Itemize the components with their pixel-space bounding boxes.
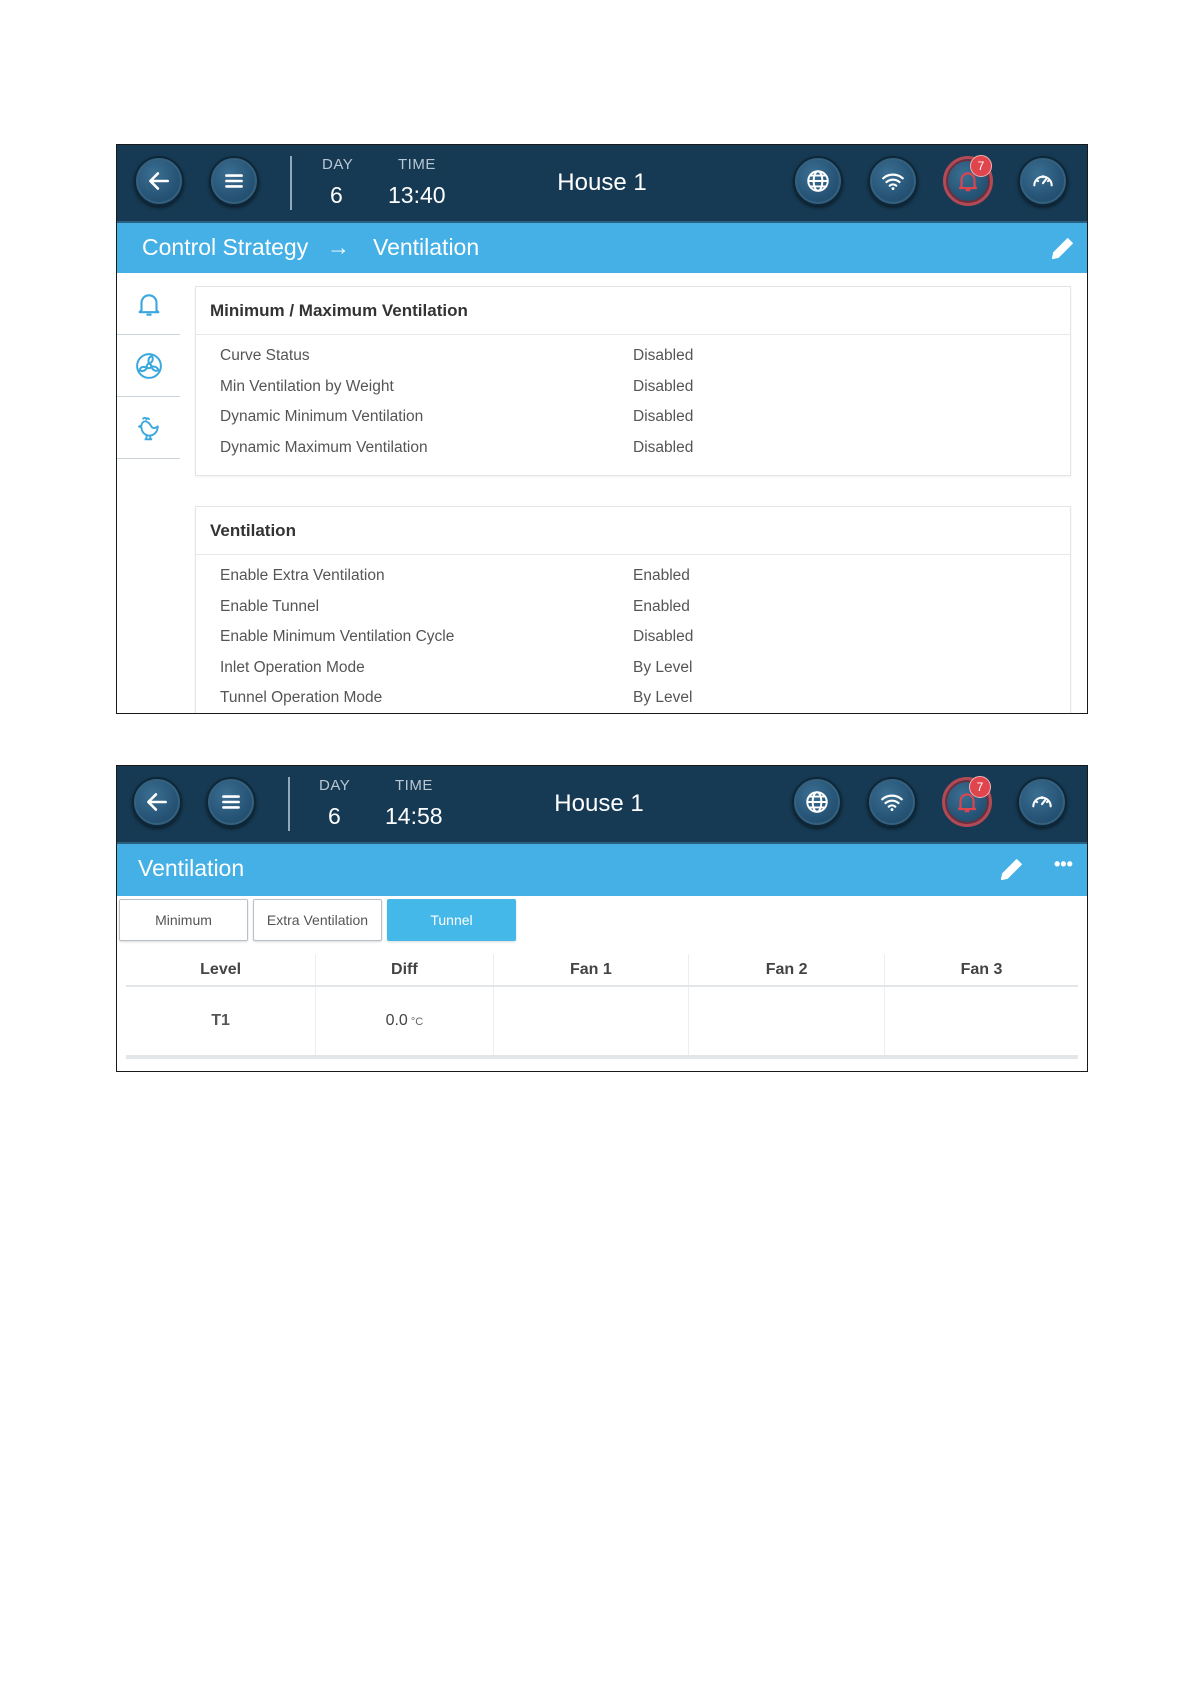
setting-row[interactable] bbox=[196, 402, 1070, 433]
diff-cell[interactable] bbox=[316, 986, 493, 1057]
column-header: Fan 1 bbox=[493, 954, 689, 986]
column-header: Fan 2 bbox=[689, 954, 885, 986]
tab-tunnel[interactable]: Tunnel bbox=[387, 899, 516, 941]
wifi-button[interactable] bbox=[867, 777, 917, 827]
house-name: House 1 bbox=[554, 790, 644, 817]
breadcrumb-current: Ventilation bbox=[373, 234, 480, 260]
fan1-cell[interactable] bbox=[493, 986, 689, 1057]
side-nav-birds[interactable] bbox=[117, 397, 180, 459]
time-value: 14:58 bbox=[385, 803, 443, 829]
setting-value: Disabled bbox=[633, 438, 694, 456]
setting-label: Tunnel Operation Mode bbox=[220, 689, 383, 706]
fan-icon bbox=[134, 351, 164, 381]
network-button[interactable] bbox=[792, 777, 842, 827]
alarm-count-badge: 7 bbox=[970, 155, 992, 177]
top-bar bbox=[117, 766, 1087, 844]
house-name: House 1 bbox=[557, 169, 647, 196]
fan3-cell[interactable] bbox=[884, 986, 1078, 1057]
setting-label: Dynamic Minimum Ventilation bbox=[220, 408, 424, 425]
breadcrumb-arrow: → bbox=[327, 234, 350, 260]
pencil-icon[interactable] bbox=[1049, 234, 1077, 262]
tunnel-levels-table bbox=[126, 954, 1078, 1059]
setting-value: Enabled bbox=[633, 567, 690, 584]
setting-row[interactable] bbox=[196, 372, 1070, 403]
section-title: Ventilation bbox=[196, 507, 1070, 555]
wifi-icon bbox=[879, 789, 905, 815]
time-label: TIME bbox=[398, 156, 436, 173]
setting-label: Min Ventilation by Weight bbox=[220, 377, 394, 395]
bell-icon bbox=[134, 289, 164, 319]
setting-row[interactable] bbox=[196, 561, 1070, 592]
setting-value: By Level bbox=[633, 689, 693, 706]
table-row[interactable] bbox=[126, 986, 1078, 1057]
setting-label: Enable Extra Ventilation bbox=[220, 567, 385, 584]
alarm-count-badge: 7 bbox=[969, 776, 991, 798]
top-bar bbox=[117, 145, 1087, 223]
network-button[interactable] bbox=[793, 156, 843, 206]
setting-row[interactable] bbox=[196, 341, 1070, 372]
setting-label: Curve Status bbox=[220, 347, 310, 364]
setting-value: Disabled bbox=[633, 377, 694, 395]
alarms-button[interactable] bbox=[942, 777, 992, 827]
setting-row[interactable] bbox=[196, 622, 1070, 653]
page-title-bar bbox=[117, 844, 1087, 896]
dashboard-button[interactable] bbox=[1018, 156, 1068, 206]
screen-ventilation-tunnel bbox=[116, 765, 1088, 1072]
day-value: 6 bbox=[330, 182, 343, 208]
setting-row[interactable] bbox=[196, 683, 1070, 714]
setting-value: Disabled bbox=[633, 628, 694, 645]
section-title: Minimum / Maximum Ventilation bbox=[196, 287, 1070, 335]
gauge-icon bbox=[1030, 168, 1056, 194]
setting-label: Inlet Operation Mode bbox=[220, 658, 365, 676]
tab-bar bbox=[117, 896, 1087, 942]
time-value: 13:40 bbox=[388, 182, 446, 208]
rooster-icon bbox=[134, 413, 164, 443]
pencil-icon[interactable] bbox=[998, 855, 1026, 883]
time-label: TIME bbox=[395, 777, 433, 794]
setting-row[interactable] bbox=[196, 592, 1070, 623]
setting-label: Enable Minimum Ventilation Cycle bbox=[220, 628, 455, 645]
dashboard-button[interactable] bbox=[1017, 777, 1067, 827]
diff-value: 0.0 bbox=[385, 1012, 408, 1029]
setting-value: Disabled bbox=[633, 408, 694, 425]
globe-icon bbox=[804, 789, 830, 815]
more-options-icon[interactable]: ••• bbox=[1054, 854, 1073, 874]
day-value: 6 bbox=[328, 803, 341, 829]
day-label: DAY bbox=[322, 156, 354, 173]
side-nav-ventilation[interactable] bbox=[117, 335, 180, 397]
setting-label: Dynamic Maximum Ventilation bbox=[220, 438, 428, 456]
alarms-button[interactable] bbox=[943, 156, 993, 206]
side-nav bbox=[117, 273, 180, 459]
tab-extra-ventilation[interactable]: Extra Ventilation bbox=[253, 899, 382, 941]
column-header: Diff bbox=[316, 954, 493, 986]
side-nav-alarms[interactable] bbox=[117, 273, 180, 335]
setting-value: Disabled bbox=[633, 347, 694, 364]
setting-label: Enable Tunnel bbox=[220, 597, 320, 615]
day-label: DAY bbox=[319, 777, 351, 794]
gauge-icon bbox=[1029, 789, 1055, 815]
setting-value: Enabled bbox=[633, 597, 690, 615]
breadcrumb-parent[interactable]: Control Strategy bbox=[142, 234, 309, 260]
ventilation-card bbox=[195, 506, 1071, 714]
page-title: Ventilation bbox=[138, 855, 245, 881]
wifi-icon bbox=[880, 168, 906, 194]
minmax-ventilation-card bbox=[195, 286, 1071, 476]
table-header-row bbox=[126, 954, 1078, 986]
setting-value: By Level bbox=[633, 658, 693, 676]
globe-icon bbox=[805, 168, 831, 194]
level-cell: T1 bbox=[126, 986, 316, 1057]
wifi-button[interactable] bbox=[868, 156, 918, 206]
column-header: Fan 3 bbox=[884, 954, 1078, 986]
column-header: Level bbox=[126, 954, 316, 986]
diff-unit: °C bbox=[410, 1016, 424, 1028]
breadcrumb bbox=[117, 223, 1087, 273]
setting-row[interactable] bbox=[196, 653, 1070, 684]
fan2-cell[interactable] bbox=[689, 986, 885, 1057]
screen-control-strategy bbox=[116, 144, 1088, 714]
tab-minimum[interactable]: Minimum bbox=[119, 899, 248, 941]
setting-row[interactable] bbox=[196, 433, 1070, 464]
